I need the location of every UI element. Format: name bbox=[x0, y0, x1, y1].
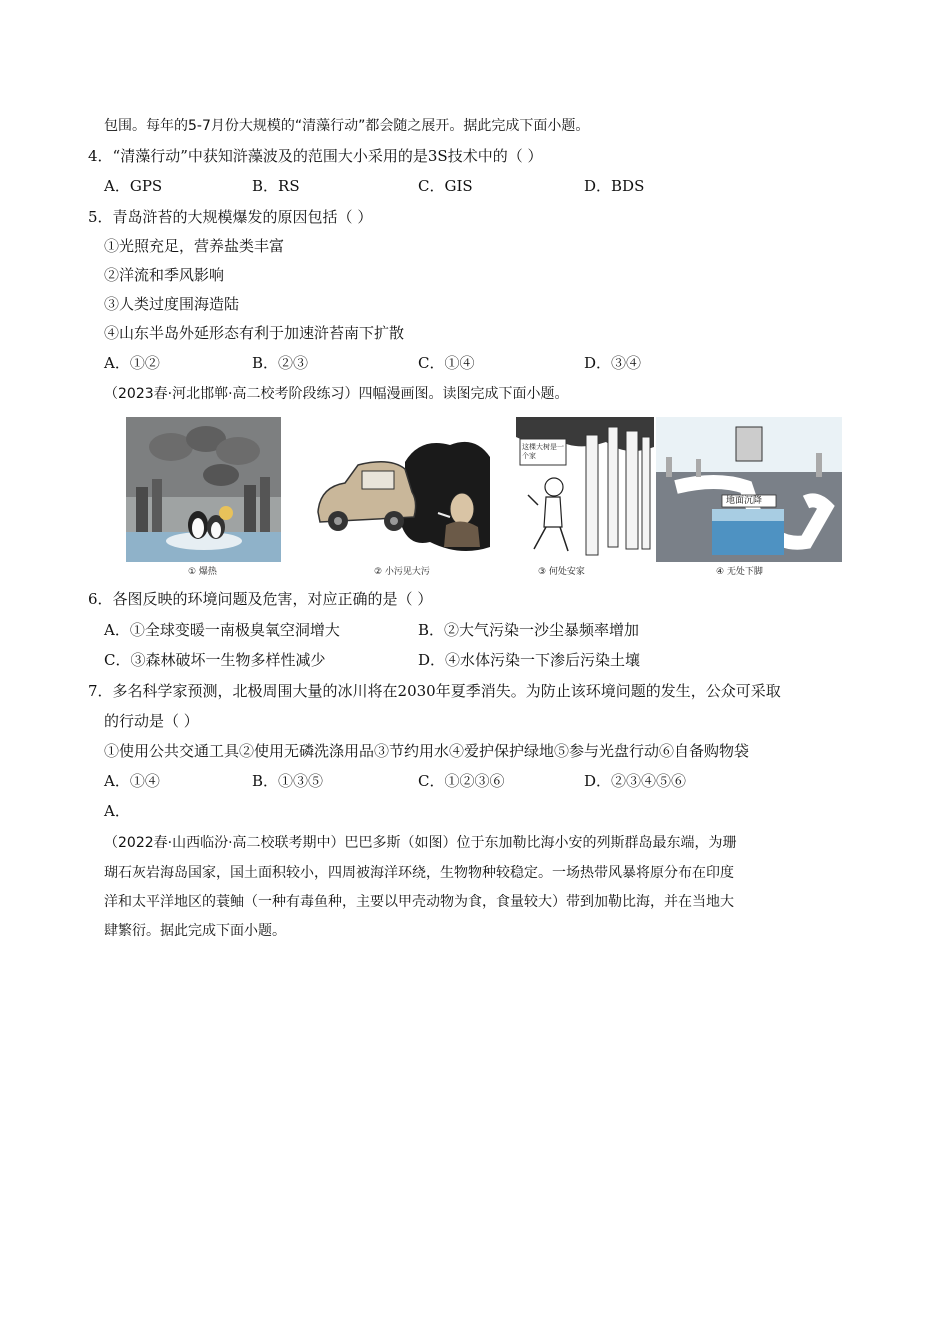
source-note-2-line-2: 瑚石灰岩海岛国家，国土面积较小，四周被海洋环绕，生物物种较稳定。一场热带风暴将原分布在印度 bbox=[104, 865, 734, 881]
q4-option-a: A．GPS bbox=[104, 177, 163, 195]
q7-items: ①使用公共交通工具②使用无磷洗涤用品③节约用水④爱护保护绿地⑤参与光盘行动⑥自备购物袋 bbox=[104, 742, 750, 760]
question-6-stem: 6．各图反映的环境问题及危害，对应正确的是（ ） bbox=[88, 590, 433, 608]
question-7-stem-line-2: 的行动是（ ） bbox=[104, 712, 199, 730]
source-note-2-line-4: 肆繁衍。据此完成下面小题。 bbox=[104, 923, 286, 939]
comic-panel-2 bbox=[310, 417, 495, 562]
q6-option-d: D．④水体污染一下渗后污染土壤 bbox=[418, 651, 641, 669]
comic-3-sign: 这棵大树是一个家 bbox=[522, 443, 564, 460]
comic-panel-1 bbox=[126, 417, 281, 562]
q7-extra-line: A． bbox=[104, 802, 130, 820]
question-7-stem-line-1: 7．多名科学家预测，北极周围大量的冰川将在2030年夏季消失。为防止该环境问题的发生，公众可采取 bbox=[88, 682, 781, 700]
source-note-2-line-1: （2022春·山西临汾·高二校联考期中）巴巴多斯（如图）位于东加勒比海小安的列斯群岛最东端，为珊 bbox=[104, 835, 737, 851]
q5-option-d: D．③④ bbox=[584, 354, 642, 372]
comic-caption-3: ③ 何处安家 bbox=[538, 567, 585, 577]
q5-item-4: ④山东半岛外延形态有利于加速浒苔南下扩散 bbox=[104, 324, 405, 342]
q4-option-c: C．GIS bbox=[418, 177, 473, 195]
q5-item-2: ②洋流和季风影响 bbox=[104, 266, 225, 284]
q7-option-d: D．②③④⑤⑥ bbox=[584, 772, 687, 790]
q7-option-a: A．①④ bbox=[104, 772, 160, 790]
question-4-stem: 4．“清藻行动”中获知浒藻波及的范围大小采用的是3S技术中的（ ） bbox=[88, 147, 543, 165]
q6-option-c: C．③森林破坏一生物多样性减少 bbox=[104, 651, 326, 669]
question-5-stem: 5．青岛浒苔的大规模爆发的原因包括（ ） bbox=[88, 208, 373, 226]
q6-option-b: B．②大气污染一沙尘暴频率增加 bbox=[418, 621, 640, 639]
comic-caption-2: ② 小污见大污 bbox=[374, 567, 430, 577]
q7-option-c: C．①②③⑥ bbox=[418, 772, 505, 790]
q7-option-b: B．①③⑤ bbox=[252, 772, 324, 790]
comic-caption-1: ① 爆热 bbox=[188, 567, 217, 577]
comic-strip bbox=[126, 417, 842, 575]
comic-caption-4: ④ 无处下脚 bbox=[716, 567, 763, 577]
source-note-2-line-3: 洋和太平洋地区的蓑鲉（一种有毒鱼种，主要以甲壳动物为食，食量较大）带到加勒比海，并在当地大 bbox=[104, 894, 734, 910]
q6-option-a: A．①全球变暖一南极臭氧空洞增大 bbox=[104, 621, 340, 639]
q4-option-b: B．RS bbox=[252, 177, 300, 195]
q5-option-b: B．②③ bbox=[252, 354, 309, 372]
comic-panel-4 bbox=[656, 417, 842, 562]
intro-text: 包围。每年的5-7月份大规模的“清藻行动”都会随之展开。据此完成下面小题。 bbox=[104, 118, 590, 134]
q5-option-a: A．①② bbox=[104, 354, 160, 372]
q5-item-1: ①光照充足，营养盐类丰富 bbox=[104, 237, 285, 255]
q5-option-c: C．①④ bbox=[418, 354, 475, 372]
comic-4-sign: 地面沉降 bbox=[726, 496, 763, 506]
comic-panel-3 bbox=[516, 417, 654, 562]
q4-option-d: D．BDS bbox=[584, 177, 645, 195]
q5-item-3: ③人类过度围海造陆 bbox=[104, 295, 240, 313]
source-note-1: （2023春·河北邯郸·高二校考阶段练习）四幅漫画图。读图完成下面小题。 bbox=[104, 386, 569, 402]
